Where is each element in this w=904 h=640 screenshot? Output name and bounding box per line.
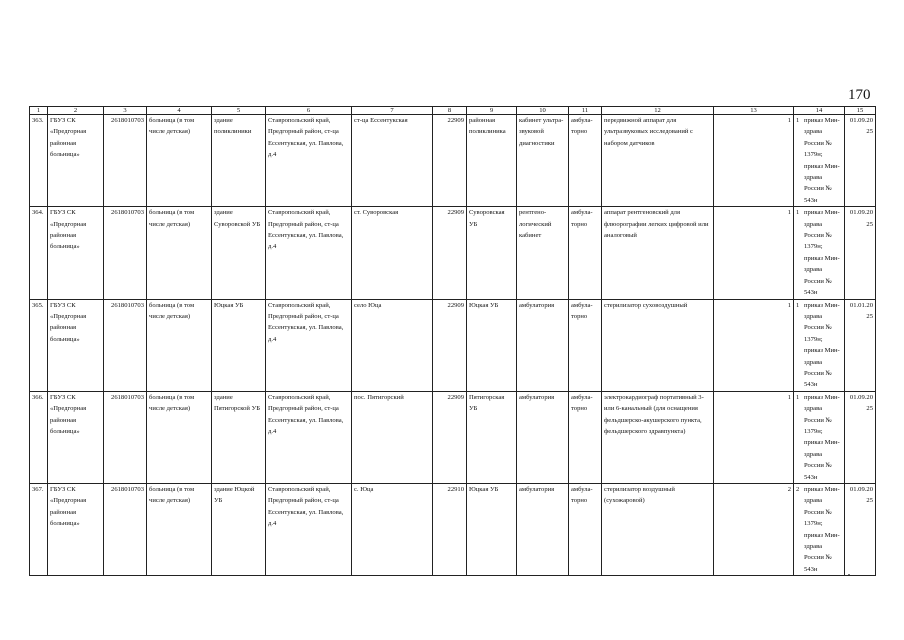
- code-cell: 2618010703: [104, 207, 147, 299]
- address-cell: Ставропольский край, Предгорный район, ст-ца Ессентукская, ул. Павлова, д.4: [266, 115, 352, 207]
- locality-cell: село Юца: [352, 299, 433, 391]
- order-text: приказ Мин-здрава России № 1379н; приказ Мин-здрава России № 543н: [804, 117, 840, 204]
- column-header: 3: [104, 107, 147, 115]
- index-cell: 22909: [433, 115, 467, 207]
- scan-speck: [848, 574, 850, 575]
- code-cell: 2618010703: [104, 391, 147, 483]
- order-text: приказ Мин-здрава России № 1379н; приказ Мин-здрава России № 543н: [804, 301, 840, 389]
- column-header: 1: [30, 107, 48, 115]
- quantity-cell: [714, 391, 794, 483]
- quantity-value: 1: [787, 117, 791, 124]
- facility-type-cell: больница (в том числе детская): [147, 391, 212, 483]
- facility-type-cell: больница (в том числе детская): [147, 207, 212, 299]
- row-number: 367.: [30, 484, 48, 576]
- organization-cell: ГБУЗ СК «Предгорная районная больница»: [48, 115, 104, 207]
- care-form-cell: амбула-торно: [569, 299, 602, 391]
- locality-cell: ст-ца Ессентукская: [352, 115, 433, 207]
- quantity-cell: [714, 115, 794, 207]
- table-row: [30, 391, 876, 483]
- table-row: [30, 299, 876, 391]
- column-header: 2: [48, 107, 104, 115]
- equipment-cell: передвижной аппарат для ультразвуковых исследований с набором датчиков: [602, 115, 714, 207]
- quantity-value: 1: [796, 301, 800, 309]
- equipment-table: [29, 106, 876, 576]
- facility-type-cell: больница (в том числе детская): [147, 115, 212, 207]
- order-cell: [794, 115, 845, 207]
- care-form-cell: амбула-торно: [569, 484, 602, 576]
- quantity-value: 1: [796, 393, 800, 401]
- column-header: 8: [433, 107, 467, 115]
- column-header: 7: [352, 107, 433, 115]
- code-cell: 2618010703: [104, 115, 147, 207]
- quantity-value: 1: [787, 393, 791, 401]
- index-cell: 22909: [433, 207, 467, 299]
- unit-cell: Пятигорская УБ: [467, 391, 517, 483]
- quantity-value: 1: [787, 209, 791, 217]
- row-number: 365.: [30, 299, 48, 391]
- cabinet-cell: рентгено-логический кабинет: [517, 207, 569, 299]
- table-row: [30, 207, 876, 299]
- locality-cell: с. Юца: [352, 484, 433, 576]
- row-number: 364.: [30, 207, 48, 299]
- unit-cell: районная поликлиника: [467, 115, 517, 207]
- facility-type-cell: больница (в том числе детская): [147, 299, 212, 391]
- date-cell: 01.09.2025: [845, 391, 876, 483]
- quantity-value: 2: [796, 486, 800, 493]
- index-cell: 22909: [433, 299, 467, 391]
- date-cell: 01.09.2025: [845, 207, 876, 299]
- date-cell: 01.01.2025: [845, 299, 876, 391]
- order-cell: [794, 484, 845, 576]
- building-cell: здание поликлиники: [212, 115, 266, 207]
- cabinet-cell: кабинет ультра-звуковой диагностики: [517, 115, 569, 207]
- order-text: приказ Мин-здрава России № 1379н; приказ Мин-здрава России № 543н: [804, 393, 840, 481]
- row-number: 366.: [30, 391, 48, 483]
- quantity-cell: [714, 207, 794, 299]
- building-cell: здание Суворовской УБ: [212, 207, 266, 299]
- cabinet-cell: амбулатория: [517, 299, 569, 391]
- date-cell: 01.09.2025: [845, 115, 876, 207]
- date-cell: 01.09.2025: [845, 484, 876, 576]
- column-header: 5: [212, 107, 266, 115]
- building-cell: Юцкая УБ: [212, 299, 266, 391]
- locality-cell: пос. Пятигорский: [352, 391, 433, 483]
- quantity-cell: [714, 299, 794, 391]
- address-cell: Ставропольский край, Предгорный район, ст-ца Ессентукская, ул. Павлова, д.4: [266, 299, 352, 391]
- unit-cell: Юцкая УБ: [467, 299, 517, 391]
- quantity-value: 2: [787, 486, 791, 493]
- order-cell: [794, 207, 845, 299]
- building-cell: здание Пятигорской УБ: [212, 391, 266, 483]
- organization-cell: ГБУЗ СК «Предгорная районная больница»: [48, 207, 104, 299]
- table-row: [30, 484, 876, 576]
- page-number: 170: [848, 87, 871, 103]
- care-form-cell: амбула-торно: [569, 207, 602, 299]
- column-header: 9: [467, 107, 517, 115]
- organization-cell: ГБУЗ СК «Предгорная районная больница»: [48, 391, 104, 483]
- order-text: приказ Мин-здрава России № 1379н; приказ Мин-здрава России № 543н: [804, 486, 840, 573]
- quantity-value: 1: [796, 209, 800, 217]
- column-header: 14: [794, 107, 845, 115]
- care-form-cell: амбула-торно: [569, 115, 602, 207]
- table-row: [30, 115, 876, 207]
- index-cell: 22910: [433, 484, 467, 576]
- unit-cell: Суворовская УБ: [467, 207, 517, 299]
- column-header: 10: [517, 107, 569, 115]
- quantity-value: 1: [796, 117, 800, 124]
- building-cell: здание Юцкой УБ: [212, 484, 266, 576]
- order-cell: [794, 391, 845, 483]
- equipment-cell: электрокардиограф портативный 3- или 6-канальный (для оснащения фельдшерско-акушерского пункта, фельдшерского здравпункта): [602, 391, 714, 483]
- cabinet-cell: амбулатория: [517, 484, 569, 576]
- address-cell: Ставропольский край, Предгорный район, ст-ца Ессентукская, ул. Павлова, д.4: [266, 207, 352, 299]
- column-header: 11: [569, 107, 602, 115]
- organization-cell: ГБУЗ СК «Предгорная районная больница»: [48, 484, 104, 576]
- facility-type-cell: больница (в том числе детская): [147, 484, 212, 576]
- code-cell: 2618010703: [104, 484, 147, 576]
- column-header: 13: [714, 107, 794, 115]
- organization-cell: ГБУЗ СК «Предгорная районная больница»: [48, 299, 104, 391]
- index-cell: 22909: [433, 391, 467, 483]
- equipment-cell: аппарат рентгеновский для флюорографии легких цифровой или аналоговый: [602, 207, 714, 299]
- unit-cell: Юцкая УБ: [467, 484, 517, 576]
- code-cell: 2618010703: [104, 299, 147, 391]
- table-header-row: [30, 107, 876, 115]
- quantity-value: 1: [787, 301, 791, 309]
- order-cell: [794, 299, 845, 391]
- column-header: 4: [147, 107, 212, 115]
- equipment-cell: стерилизатор воздушный (сухожаровой): [602, 484, 714, 576]
- care-form-cell: амбула-торно: [569, 391, 602, 483]
- address-cell: Ставропольский край, Предгорный район, ст-ца Ессентукская, ул. Павлова, д.4: [266, 391, 352, 483]
- address-cell: Ставропольский край, Предгорный район, ст-ца Ессентукская, ул. Павлова, д.4: [266, 484, 352, 576]
- quantity-cell: [714, 484, 794, 576]
- locality-cell: ст. Суворовская: [352, 207, 433, 299]
- row-number: 363.: [30, 115, 48, 207]
- column-header: 15: [845, 107, 876, 115]
- column-header: 12: [602, 107, 714, 115]
- column-header: 6: [266, 107, 352, 115]
- equipment-cell: стерилизатор суховоздушный: [602, 299, 714, 391]
- cabinet-cell: амбулатория: [517, 391, 569, 483]
- order-text: приказ Мин-здрава России № 1379н; приказ Мин-здрава России № 543н: [804, 209, 840, 297]
